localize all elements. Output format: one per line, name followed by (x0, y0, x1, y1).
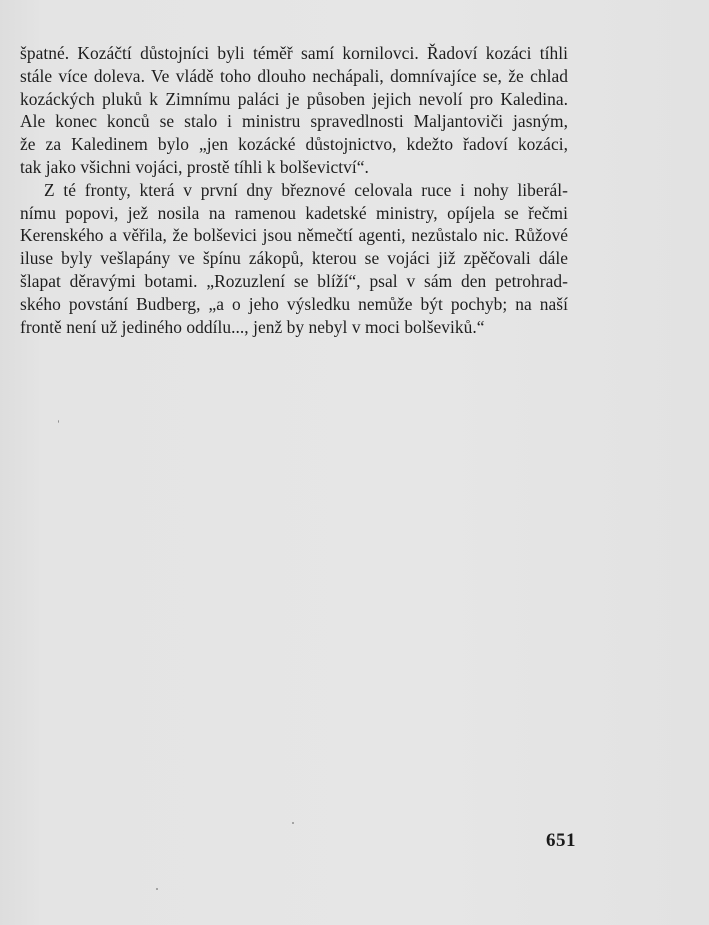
paragraph-1 (20, 42, 568, 179)
text-line: Ale konec konců se stalo i ministru spravedlnosti Maljantoviči jasným, (20, 111, 568, 132)
text-line: kozáckých pluků k Zimnímu paláci je působen jejich nevolí pro Kaledina. (20, 88, 568, 109)
page-number: 651 (546, 830, 576, 851)
body-text (20, 42, 568, 338)
paragraph-2 (20, 179, 568, 339)
text-line: ského povstání Budberg, „a o jeho výsledku nemůže být pochyb; na naší (20, 293, 568, 314)
text-line: tak jako všichni vojáci, prostě tíhli k bolševictví“. (20, 156, 369, 177)
text-line: šlapat děravými botami. „Rozuzlení se blíží“, psal v sám den petrohrad- (20, 270, 568, 291)
text-line: iluse byly vešlapány ve špínu zákopů, kterou se vojáci již zpěčovali dále (20, 248, 568, 269)
text-line: frontě není už jediného oddílu..., jenž by nebyl v moci bolševiků.“ (20, 316, 485, 337)
paper-speck (156, 888, 158, 890)
paper-speck (292, 822, 294, 824)
text-line: špatné. Kozáčtí důstojníci byli téměř samí kornilovci. Řadoví kozáci tíhli (20, 43, 568, 63)
text-line: Z té fronty, která v první dny březnové celovala ruce i nohy liberál- (44, 179, 568, 200)
text-line: že za Kaledinem bylo „jen kozácké důstojnictvo, kdežto řadoví kozáci, (20, 134, 568, 155)
text-line: stále více doleva. Ve vládě toho dlouho nechápali, domnívajíce se, že chlad (20, 65, 568, 86)
text-line: Kerenského a věřila, že bolševici jsou němečtí agenti, nezůstalo nic. Růžové (20, 225, 568, 246)
text-line: nímu popovi, jež nosila na ramenou kadetské ministry, opíjela se řečmi (20, 202, 568, 223)
paper-speck (58, 420, 59, 423)
